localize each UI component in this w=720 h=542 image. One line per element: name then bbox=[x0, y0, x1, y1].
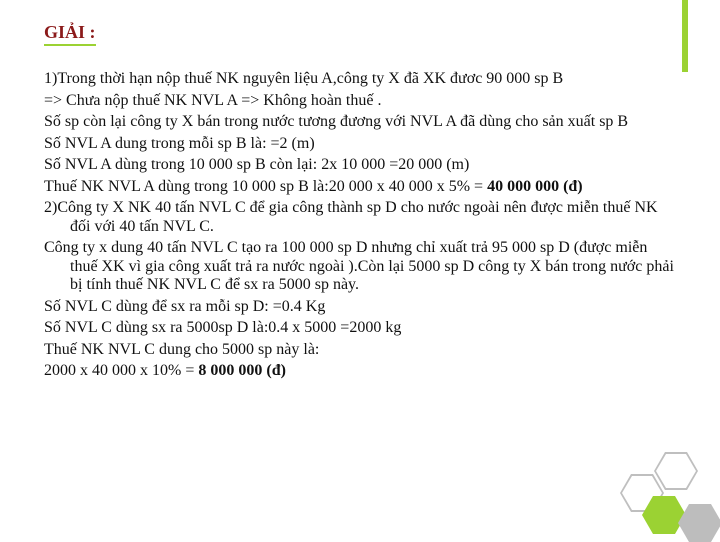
slide-title: GIẢI : bbox=[44, 22, 96, 46]
hexagon-gray-shape bbox=[678, 504, 720, 542]
paragraph-1: 1)Trong thời hạn nộp thuế NK nguyên liệu A,công ty X đã XK đươc 90 000 sp B bbox=[44, 70, 564, 87]
hexagon-decoration bbox=[620, 448, 720, 540]
slide-content bbox=[44, 70, 676, 381]
paragraph-9: Số NVL C dùng để sx ra mỗi sp D: =0.4 Kg bbox=[44, 297, 326, 315]
paragraph-3: Số sp còn lại công ty X bán trong nước tương đương với NVL A đã dùng cho sản xuất sp B bbox=[44, 113, 629, 130]
paragraph-11: Thuế NK NVL C dung cho 5000 sp này là: bbox=[44, 340, 320, 358]
paragraph-10: Số NVL C dùng sx ra 5000sp D là:0.4 x 5000 =2000 kg bbox=[44, 319, 402, 336]
paragraph-4: Số NVL A dung trong mỗi sp B là: =2 (m) bbox=[44, 134, 315, 152]
paragraph-2: => Chưa nộp thuế NK NVL A => Không hoàn thuế . bbox=[44, 91, 382, 109]
paragraph-5: Số NVL A dùng trong 10 000 sp B còn lại: 2x 10 000 =20 000 (m) bbox=[44, 156, 470, 173]
paragraph-12: 2000 x 40 000 x 10% = 8 000 000 (đ) bbox=[44, 362, 286, 379]
paragraph-8: Công ty x dung 40 tấn NVL C tạo ra 100 000 sp D nhưng chỉ xuất trả 95 000 sp D (được miễn thuế XK vì gia công xuất trả ra nước ngoài ).Còn lại 5000 sp D công ty X bán trong nước phải bị tính thuế NK NVL C để sx ra 5000 sp này. bbox=[44, 239, 674, 293]
paragraph-7: 2)Công ty X NK 40 tấn NVL C để gia công thành sp D cho nước ngoài nên được miễn thuế NK đối với 40 tấn NVL C. bbox=[44, 199, 658, 235]
paragraph-6: Thuế NK NVL A dùng trong 10 000 sp B là:20 000 x 40 000 x 5% = 40 000 000 (đ) bbox=[44, 177, 583, 195]
hexagon-outline-shape bbox=[654, 452, 698, 490]
accent-bar bbox=[682, 0, 688, 72]
